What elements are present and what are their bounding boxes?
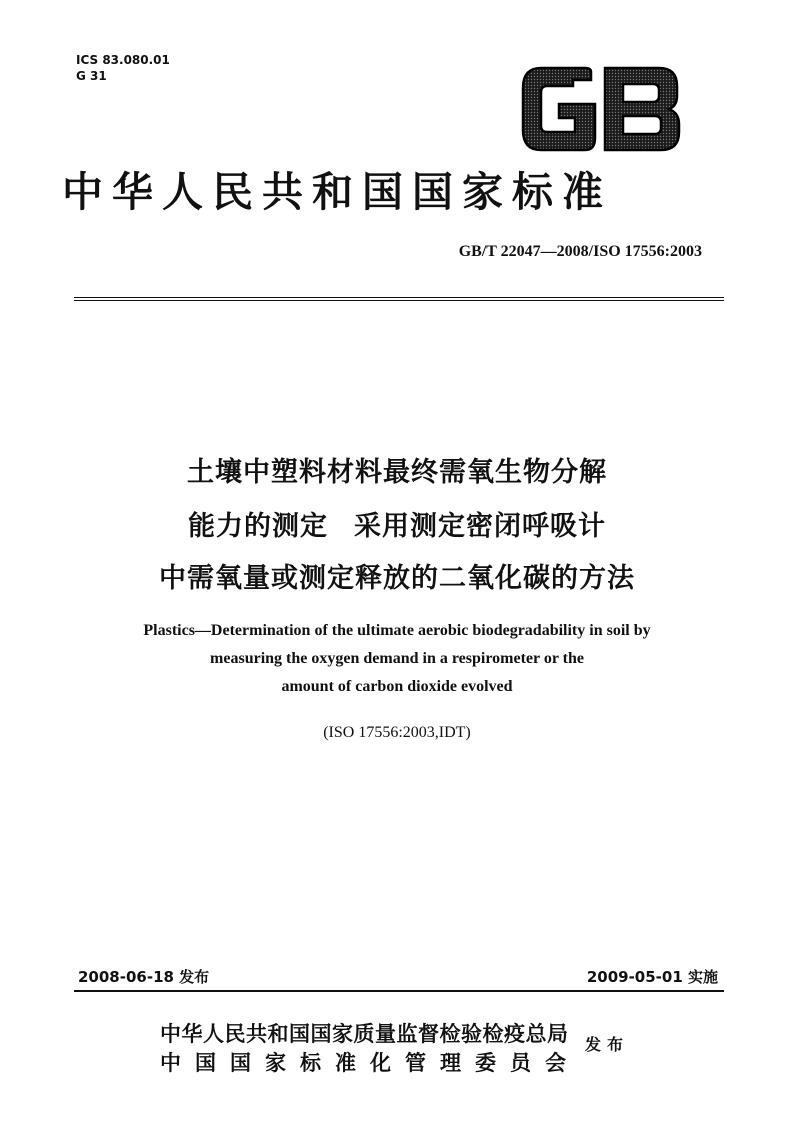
ics-code: ICS 83.080.01 bbox=[76, 53, 170, 67]
ccs-code: G 31 bbox=[76, 69, 107, 83]
chinese-title-line-2a: 能力的测定 bbox=[188, 511, 328, 542]
chinese-title-line-2 bbox=[0, 504, 794, 543]
top-divider bbox=[74, 297, 724, 301]
english-title-line-3: amount of carbon dioxide evolved bbox=[281, 678, 513, 695]
publish-label: 发布 bbox=[585, 1035, 630, 1054]
implementation-date: 2009-05-01 实施 bbox=[586, 968, 718, 986]
bottom-divider bbox=[74, 990, 724, 992]
issuing-org-2: 中国国家标准化管理委员会 bbox=[160, 1051, 580, 1075]
standard-number: GB/T 22047—2008/ISO 17556:2003 bbox=[458, 243, 702, 260]
national-standard-title: 中华人民共和国国家标准 bbox=[62, 168, 612, 216]
gb-logo bbox=[521, 66, 681, 152]
chinese-title-line-3: 中需氧量或测定释放的二氧化碳的方法 bbox=[159, 563, 635, 594]
chinese-title-line-1: 土壤中塑料材料最终需氧生物分解 bbox=[187, 457, 607, 488]
issuing-org-1: 中华人民共和国国家质量监督检验检疫总局 bbox=[160, 1022, 569, 1046]
iso-equivalence: (ISO 17556:2003,IDT) bbox=[323, 724, 471, 741]
classification-codes bbox=[76, 52, 170, 84]
english-title-line-2: measuring the oxygen demand in a respirometer or the bbox=[210, 650, 584, 667]
issue-date: 2008-06-18 发布 bbox=[78, 968, 210, 986]
chinese-title-line-2b: 采用测定密闭呼吸计 bbox=[354, 511, 606, 542]
english-title-line-1: Plastics—Determination of the ultimate aerobic biodegradability in soil by bbox=[143, 622, 651, 639]
